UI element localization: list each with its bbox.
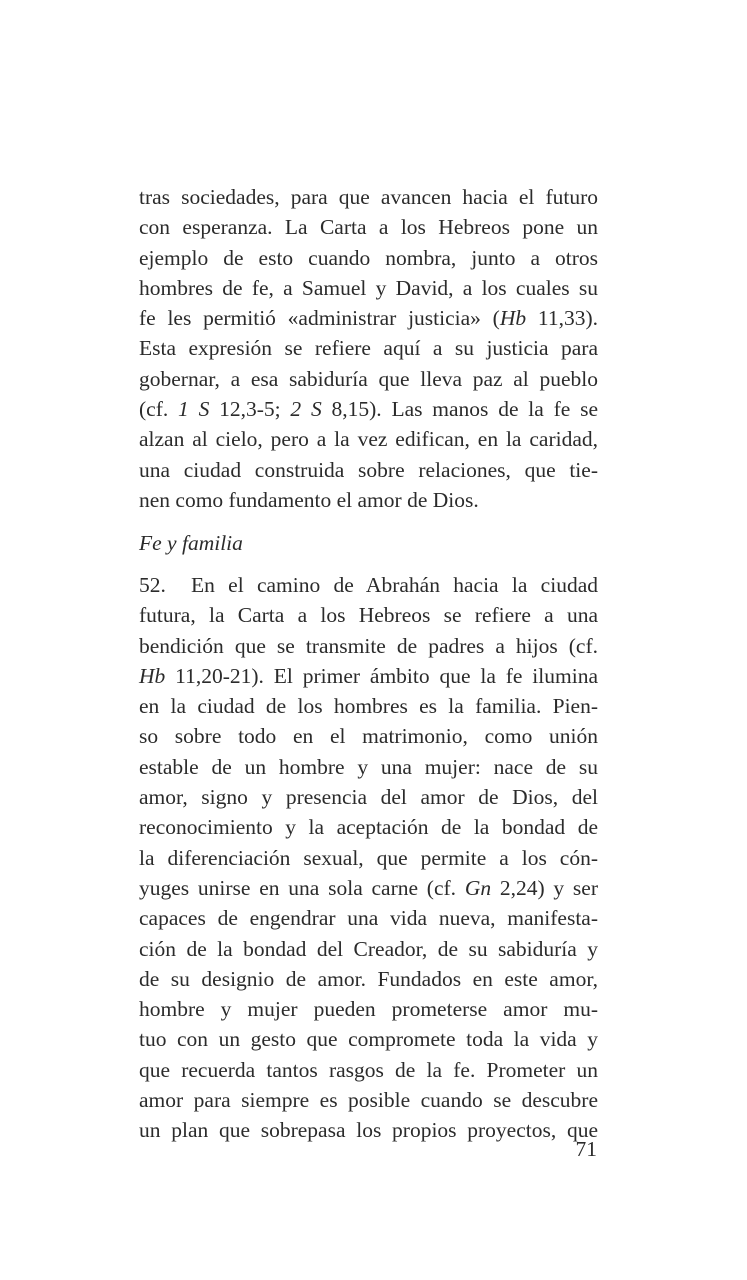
text-line: 52. En el camino de Abrahán hacia la ciudad — [139, 570, 598, 600]
citation-abbrev: Hb — [139, 663, 166, 688]
text-line: (cf. 1 S 12,3-5; 2 S 8,15). Las manos de la fe se — [139, 397, 598, 422]
text-line: tras sociedades, para que avancen hacia el futuro — [139, 185, 598, 209]
text-line: ción de la bondad del Creador, de su sabiduría y — [139, 936, 598, 961]
paragraph-number: 52. — [139, 573, 166, 597]
text-line: yuges unirse en una sola carne (cf. Gn 2,24) y ser — [139, 875, 598, 900]
text-line: so sobre todo en el matrimonio, como unión — [139, 724, 598, 749]
text-line: un plan que sobrepasa los propios proyectos, que — [139, 1118, 598, 1143]
text-line: que recuerda tantos rasgos de la fe. Prometer un — [139, 1057, 598, 1082]
paragraph-continued — [139, 182, 598, 515]
citation-abbrev: Hb — [499, 306, 527, 331]
text-line: capaces de engendrar una vida nueva, manifesta- — [139, 906, 598, 931]
text-line: bendición que se transmite de padres a hijos (cf. — [139, 633, 598, 658]
text-line: reconocimiento y la aceptación de la bondad de — [139, 815, 598, 840]
citation-abbrev: Gn — [464, 875, 492, 900]
text-line: de su designio de amor. Fundados en este amor, — [139, 966, 598, 991]
text-line: gobernar, a esa sabiduría que lleva paz al pueblo — [139, 366, 598, 391]
text-line: amor, signo y presencia del amor de Dios, del — [139, 785, 598, 810]
text-line: nen como fundamento el amor de Dios. — [139, 487, 479, 512]
text-line: hombres de fe, a Samuel y David, a los cuales su — [139, 275, 598, 300]
page-number: 71 — [575, 1137, 597, 1161]
text-line: estable de un hombre y una mujer: nace de su — [139, 754, 598, 779]
text-line: con esperanza. La Carta a los Hebreos pone un — [139, 215, 598, 240]
text-line: ejemplo de esto cuando nombra, junto a otros — [139, 245, 598, 270]
text-line: la diferenciación sexual, que permite a los cón- — [139, 845, 598, 870]
text-line: Hb 11,20-21). El primer ámbito que la fe ilumina — [139, 663, 598, 688]
text-line: futura, la Carta a los Hebreos se refiere a una — [139, 603, 598, 628]
text-line: en la ciudad de los hombres es la familia. Pien- — [139, 694, 598, 719]
text-line: tuo con un gesto que compromete toda la vida y — [139, 1027, 598, 1052]
citation-abbrev: 2 S — [290, 397, 322, 422]
text-line: una ciudad construida sobre relaciones, que tie- — [139, 457, 598, 482]
text-line: alzan al cielo, pero a la vez edifican, en la caridad, — [139, 427, 598, 452]
section-heading: Fe y familia — [139, 531, 243, 555]
citation-abbrev: 1 S — [178, 397, 210, 422]
text-line: Esta expresión se refiere aquí a su justicia para — [139, 336, 598, 361]
text-line: hombre y mujer pueden prometerse amor mu- — [139, 997, 598, 1022]
text-line: amor para siempre es posible cuando se descubre — [139, 1088, 598, 1113]
text-line: fe les permitió «administrar justicia» (Hb 11,33). — [139, 306, 598, 331]
paragraph-52 — [139, 570, 598, 1146]
